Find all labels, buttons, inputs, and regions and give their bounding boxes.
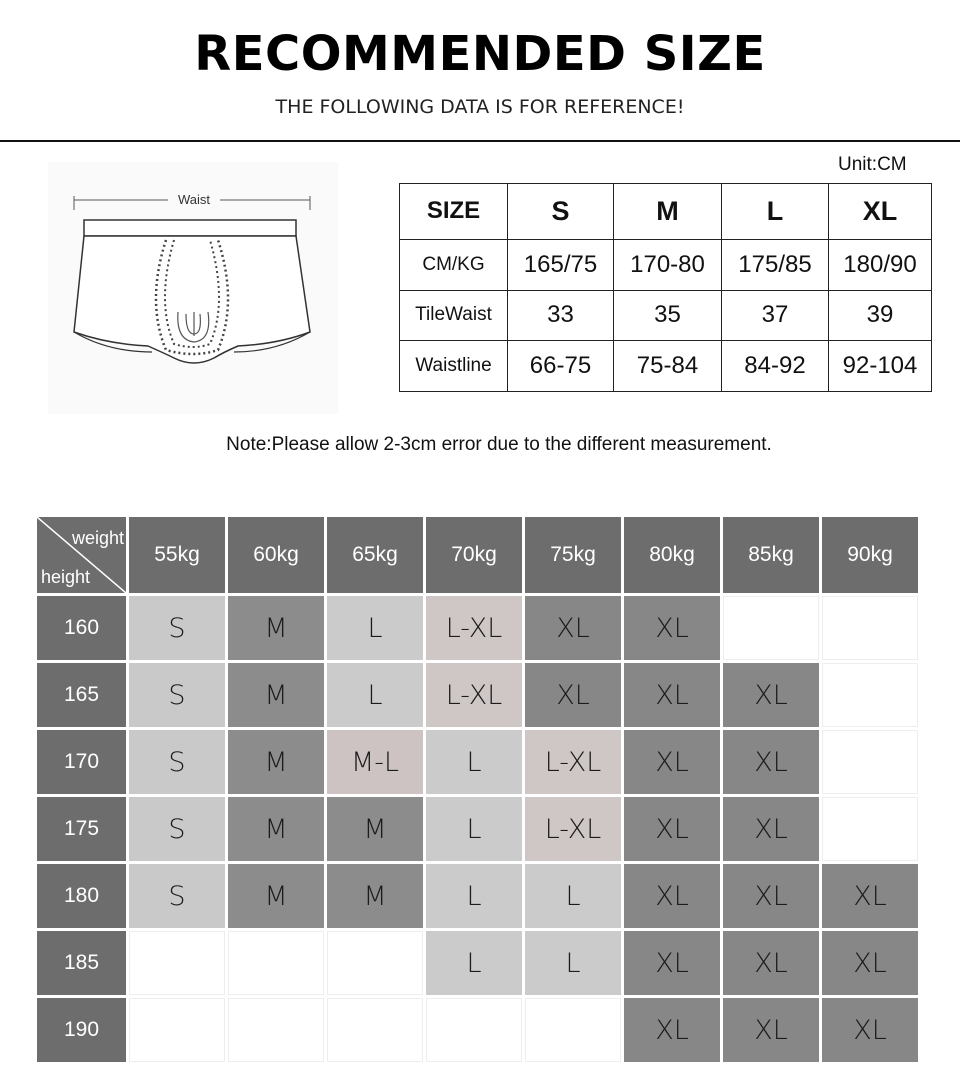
height-header: 190 (37, 998, 126, 1062)
size-table-row (400, 290, 932, 341)
size-cell: L (426, 797, 522, 861)
size-cell: XL (822, 998, 918, 1062)
size-cell: XL (624, 730, 720, 794)
size-cell: L (327, 596, 423, 660)
size-cell: XL (624, 864, 720, 928)
weight-header: 55kg (129, 517, 225, 593)
size-cell: S (129, 730, 225, 794)
weight-header: 80kg (624, 517, 720, 593)
unit-label: Unit:CM (838, 154, 907, 175)
empty-cell (228, 931, 324, 995)
size-cell: M (327, 797, 423, 861)
size-cell: M (228, 663, 324, 727)
size-cell: L-XL (525, 797, 621, 861)
size-table-header: M (614, 184, 722, 240)
size-cell: XL (723, 864, 819, 928)
size-table-row-label: CM/KG (400, 239, 508, 290)
size-cell: S (129, 864, 225, 928)
empty-cell (327, 998, 423, 1062)
size-cell: XL (822, 864, 918, 928)
size-cell: M (228, 596, 324, 660)
size-table-header-row (400, 184, 932, 240)
size-cell: XL (723, 998, 819, 1062)
empty-cell (426, 998, 522, 1062)
size-table-cell: 180/90 (829, 239, 932, 290)
size-chart-grid (37, 517, 923, 1064)
size-table-header: L (722, 184, 829, 240)
size-cell: S (129, 663, 225, 727)
height-header: 175 (37, 797, 126, 861)
size-table-cell: 92-104 (829, 341, 932, 392)
size-cell: M (228, 797, 324, 861)
size-cell: XL (525, 596, 621, 660)
size-table-row-label: TileWaist (400, 290, 508, 341)
empty-cell (327, 931, 423, 995)
header-divider (0, 140, 960, 142)
size-cell: XL (822, 931, 918, 995)
waist-label: Waist (177, 192, 211, 207)
chart-corner-cell (37, 517, 126, 593)
page-subtitle: THE FOLLOWING DATA IS FOR REFERENCE! (275, 96, 685, 118)
weight-header: 75kg (525, 517, 621, 593)
empty-cell (822, 730, 918, 794)
height-header: 170 (37, 730, 126, 794)
page-title: RECOMMENDED SIZE (194, 26, 766, 82)
measurement-note: Note:Please allow 2-3cm error due to the different measurement. (226, 434, 772, 455)
size-cell: XL (624, 663, 720, 727)
size-cell: L (525, 864, 621, 928)
empty-cell (822, 663, 918, 727)
corner-height-label: height (41, 567, 91, 587)
height-header: 180 (37, 864, 126, 928)
empty-cell (129, 931, 225, 995)
size-table-header: SIZE (400, 184, 508, 240)
size-cell: XL (624, 596, 720, 660)
height-header: 160 (37, 596, 126, 660)
size-table (399, 183, 932, 392)
size-cell: L (426, 864, 522, 928)
boxer-brief-icon (48, 162, 338, 414)
size-cell: S (129, 797, 225, 861)
size-cell: L-XL (426, 663, 522, 727)
weight-header: 90kg (822, 517, 918, 593)
size-cell: XL (723, 931, 819, 995)
size-cell: L (327, 663, 423, 727)
size-table-cell: 75-84 (614, 341, 722, 392)
size-cell: M (228, 864, 324, 928)
weight-header: 65kg (327, 517, 423, 593)
size-cell: L (525, 931, 621, 995)
size-table-cell: 39 (829, 290, 932, 341)
empty-cell (822, 797, 918, 861)
size-cell: XL (525, 663, 621, 727)
size-table-cell: 66-75 (508, 341, 614, 392)
size-cell: M (228, 730, 324, 794)
size-cell: S (129, 596, 225, 660)
size-table-cell: 35 (614, 290, 722, 341)
size-table-header: S (508, 184, 614, 240)
size-table-cell: 33 (508, 290, 614, 341)
size-table-header: XL (829, 184, 932, 240)
size-cell: XL (723, 797, 819, 861)
empty-cell (723, 596, 819, 660)
size-cell: XL (723, 730, 819, 794)
size-cell: L (426, 931, 522, 995)
size-cell: XL (723, 663, 819, 727)
corner-weight-label: weight (71, 528, 124, 548)
size-cell: M (327, 864, 423, 928)
empty-cell (822, 596, 918, 660)
size-cell: XL (624, 998, 720, 1062)
size-cell: L (426, 730, 522, 794)
size-table-row (400, 239, 932, 290)
underwear-diagram (48, 162, 338, 414)
size-cell: M-L (327, 730, 423, 794)
empty-cell (525, 998, 621, 1062)
size-table-cell: 37 (722, 290, 829, 341)
empty-cell (228, 998, 324, 1062)
size-table-cell: 175/85 (722, 239, 829, 290)
weight-header: 70kg (426, 517, 522, 593)
size-table-row-label: Waistline (400, 341, 508, 392)
size-table-cell: 170-80 (614, 239, 722, 290)
height-header: 185 (37, 931, 126, 995)
empty-cell (129, 998, 225, 1062)
size-table-cell: 84-92 (722, 341, 829, 392)
weight-header: 60kg (228, 517, 324, 593)
weight-header: 85kg (723, 517, 819, 593)
size-cell: L-XL (426, 596, 522, 660)
size-cell: XL (624, 931, 720, 995)
size-cell: L-XL (525, 730, 621, 794)
size-cell: XL (624, 797, 720, 861)
size-table-cell: 165/75 (508, 239, 614, 290)
height-header: 165 (37, 663, 126, 727)
size-table-row (400, 341, 932, 392)
